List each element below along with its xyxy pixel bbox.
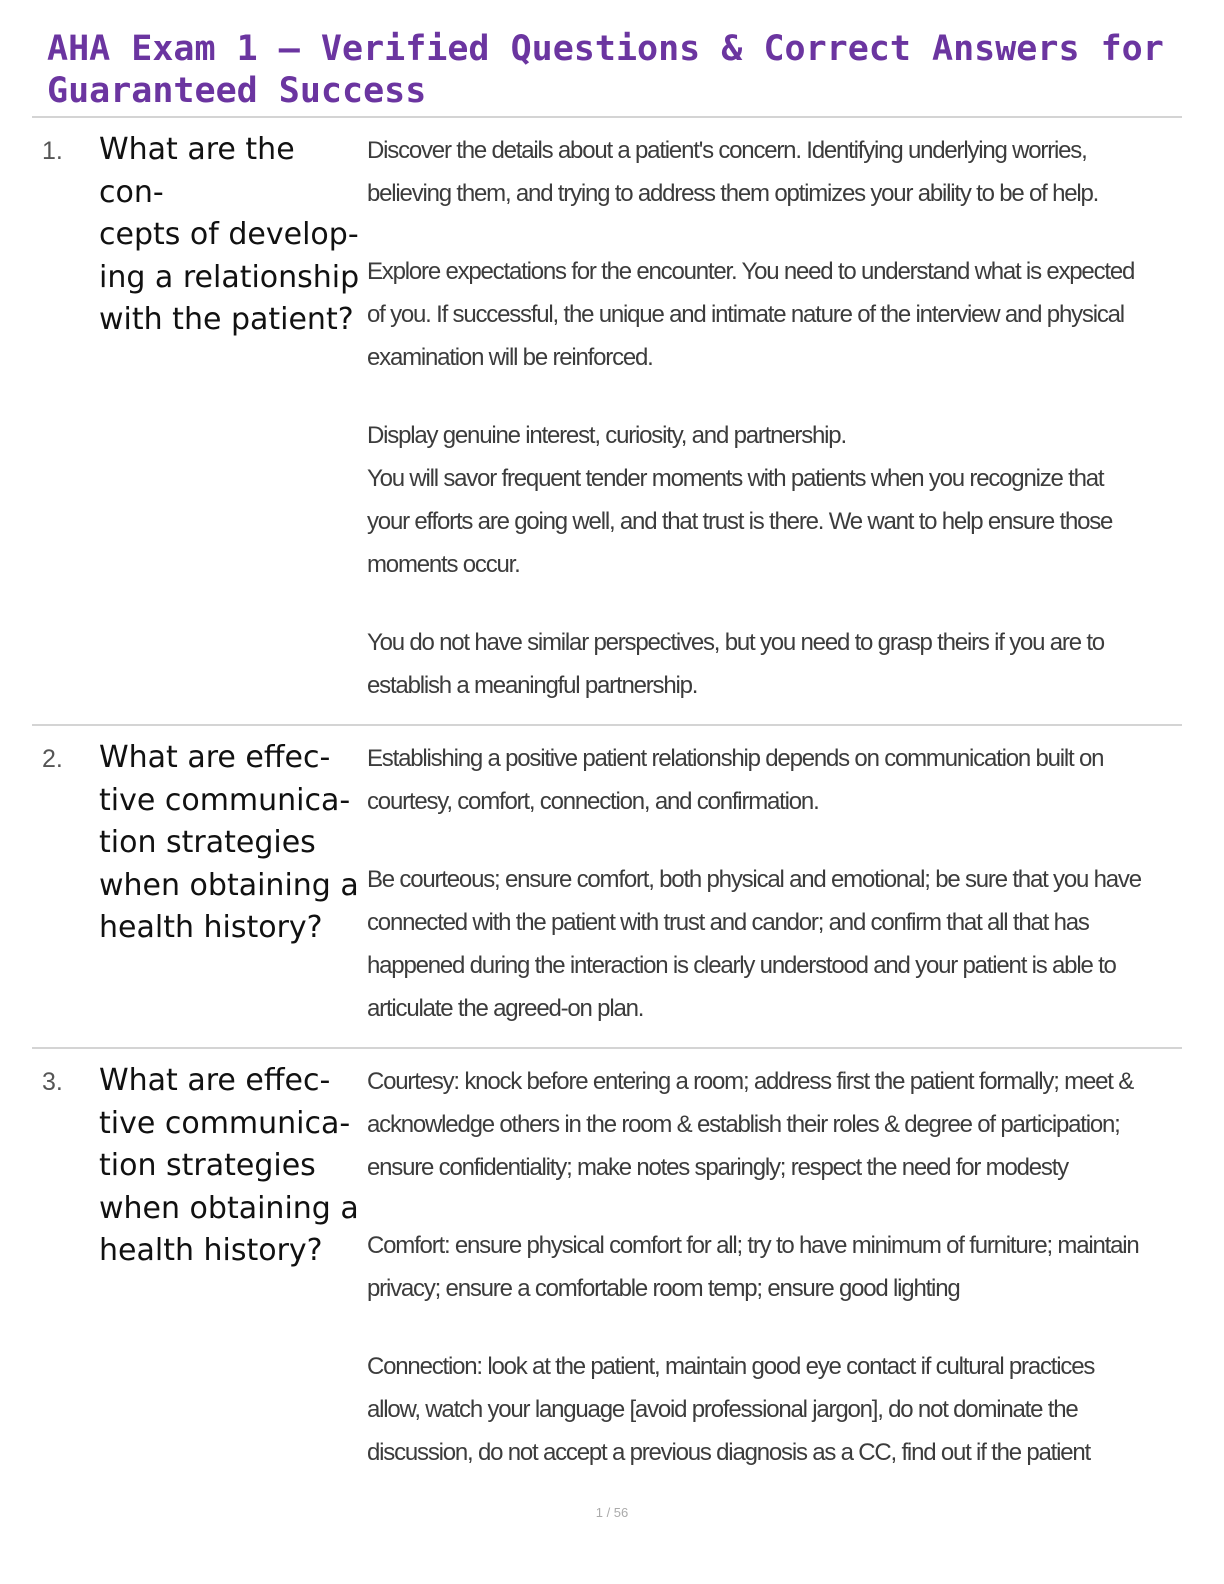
- answer-paragraph: Discover the details about a patient's concern. Identifying underlying worries, believing them, and trying to address them optimizes your ability to be of help.: [367, 137, 1099, 207]
- divider: [32, 1047, 1182, 1049]
- answer-paragraph: Be courteous; ensure comfort, both physical and emotional; be sure that you have connected with the patient with trust and candor; and confirm that all that has happened during the interaction is clearly understood and your patient is able to articulate the agreed-on plan.: [367, 866, 1141, 1022]
- answer-paragraph: Display genuine interest, curiosity, and partnership. You will savor frequent tender moments with patients when you recognize that your efforts are going well, and that trust is there. We want to help ensure those moments occur.: [367, 422, 1113, 578]
- question-number: 1.: [42, 137, 63, 165]
- answer-block: [367, 129, 1187, 742]
- answer-paragraph: Establishing a positive patient relationship depends on communication built on courtesy, comfort, connection, and confirmation.: [367, 745, 1104, 815]
- answer-paragraph: Explore expectations for the encounter. You need to understand what is expected of you. If successful, the unique and intimate nature of the interview and physical examination will be reinforced.: [367, 258, 1135, 371]
- question-text: What are effec- tive communica- tion strategies when obtaining a health history?: [99, 740, 359, 945]
- question-number: 3.: [42, 1068, 63, 1096]
- question-text: What are the con- cepts of develop- ing a relationship with the patient?: [99, 132, 360, 337]
- answer-block: [367, 1060, 1187, 1509]
- question-text: What are effec- tive communica- tion strategies when obtaining a health history?: [99, 1063, 359, 1268]
- divider: [32, 724, 1182, 726]
- question-number: 2.: [42, 745, 63, 773]
- document-title: AHA Exam 1 – Verified Questions & Correct Answers for Guaranteed Success: [47, 29, 1164, 111]
- answer-paragraph: Comfort: ensure physical comfort for all; try to have minimum of furniture; maintain privacy; ensure a comfortable room temp; ensure good lighting: [367, 1232, 1139, 1302]
- answer-paragraph: Connection: look at the patient, maintain good eye contact if cultural practices allow, watch your language [avoid professional jargon], do not dominate the discussion, do not accept a previous diagnosis as a CC, find out if the patient: [367, 1353, 1095, 1466]
- answer-block: [367, 737, 1187, 1065]
- divider: [32, 116, 1182, 118]
- page-number: 1 / 56: [595, 1505, 629, 1520]
- answer-paragraph: Courtesy: knock before entering a room; address first the patient formally; meet & acknowledge others in the room & establish their roles & degree of participation; ensure confidentiality; make notes sparingly; respect the need for modesty: [367, 1068, 1133, 1181]
- answer-paragraph: You do not have similar perspectives, but you need to grasp theirs if you are to establish a meaningful partnership.: [367, 629, 1104, 699]
